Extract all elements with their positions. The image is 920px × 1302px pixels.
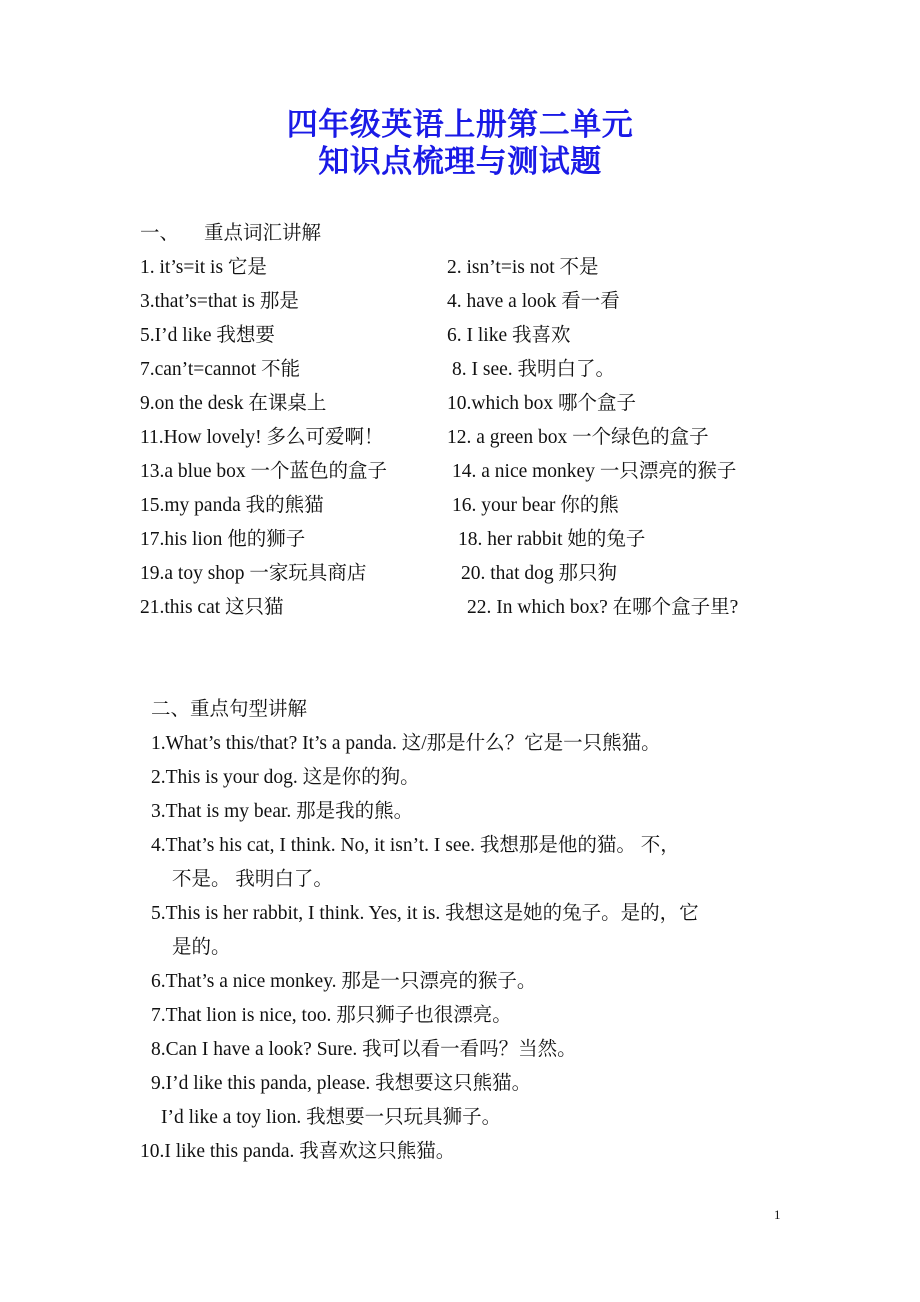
vocab-item-21: 21.this cat 这只猫 bbox=[140, 597, 284, 618]
vocab-item-17: 17.his lion 他的狮子 bbox=[140, 529, 306, 550]
sentence-line-6: 6.That’s a nice monkey. 那是一只漂亮的猴子。 bbox=[151, 971, 537, 992]
vocab-item-16: 16. your bear 你的熊 bbox=[452, 495, 619, 516]
sentence-line-9-second: I’d like a toy lion. 我想要一只玩具狮子。 bbox=[161, 1107, 502, 1128]
sentence-line-4-continued: 不是。 我明白了。 bbox=[172, 869, 333, 890]
vocab-item-20: 20. that dog 那只狗 bbox=[461, 563, 617, 584]
vocab-item-18: 18. her rabbit 她的兔子 bbox=[458, 529, 646, 550]
sentence-line-2: 2.This is your dog. 这是你的狗。 bbox=[151, 767, 420, 788]
document-title-line-2: 知识点梳理与测试题 bbox=[318, 144, 602, 179]
vocab-item-6: 6. I like 我喜欢 bbox=[447, 325, 571, 346]
sentence-line-9: 9.I’d like this panda, please. 我想要这只熊猫。 bbox=[151, 1073, 532, 1094]
sentence-line-8: 8.Can I have a look? Sure. 我可以看一看吗？当然。 bbox=[151, 1039, 577, 1060]
sentence-line-7: 7.That lion is nice, too. 那只狮子也很漂亮。 bbox=[151, 1005, 512, 1026]
section-1-heading: 重点词汇讲解 bbox=[204, 223, 322, 244]
vocab-item-9: 9.on the desk 在课桌上 bbox=[140, 393, 327, 414]
section-2-heading: 二、重点句型讲解 bbox=[151, 699, 308, 720]
sentence-line-5: 5.This is her rabbit, I think. Yes, it is. 我想这是她的兔子。是的，它 bbox=[151, 903, 699, 924]
vocab-item-13: 13.a blue box 一个蓝色的盒子 bbox=[140, 461, 387, 482]
sentence-line-5-continued: 是的。 bbox=[172, 937, 231, 958]
sentence-line-4: 4.That’s his cat, I think. No, it isn’t. I see. 我想那是他的猫。 不， bbox=[151, 835, 680, 856]
vocab-item-10: 10.which box 哪个盒子 bbox=[447, 393, 637, 414]
section-1-heading-number: 一、 bbox=[140, 223, 180, 244]
sentence-line-1: 1.What’s this/that? It’s a panda. 这/那是什么？它是一只熊猫。 bbox=[151, 733, 661, 754]
vocab-item-15: 15.my panda 我的熊猫 bbox=[140, 495, 324, 516]
vocab-item-4: 4. have a look 看一看 bbox=[447, 291, 620, 312]
sentence-line-3: 3.That is my bear. 那是我的熊。 bbox=[151, 801, 414, 822]
vocab-item-3: 3.that’s=that is 那是 bbox=[140, 291, 299, 312]
vocab-item-8: 8. I see. 我明白了。 bbox=[452, 359, 616, 380]
vocab-item-14: 14. a nice monkey 一只漂亮的猴子 bbox=[452, 461, 737, 482]
sentence-line-10: 10.I like this panda. 我喜欢这只熊猫。 bbox=[140, 1141, 456, 1162]
vocab-item-22: 22. In which box? 在哪个盒子里? bbox=[467, 597, 739, 618]
vocab-item-2: 2. isn’t=is not 不是 bbox=[447, 257, 599, 278]
vocab-item-1: 1. it’s=it is 它是 bbox=[140, 257, 267, 278]
vocab-item-12: 12. a green box 一个绿色的盒子 bbox=[447, 427, 709, 448]
page-number: 1 bbox=[774, 1207, 781, 1222]
vocab-item-19: 19.a toy shop 一家玩具商店 bbox=[140, 563, 367, 584]
vocab-item-11: 11.How lovely! 多么可爱啊！ bbox=[140, 427, 384, 448]
vocab-item-5: 5.I’d like 我想要 bbox=[140, 325, 275, 346]
document-title-line-1: 四年级英语上册第二单元 bbox=[286, 107, 634, 142]
vocab-item-7: 7.can’t=cannot 不能 bbox=[140, 359, 301, 380]
